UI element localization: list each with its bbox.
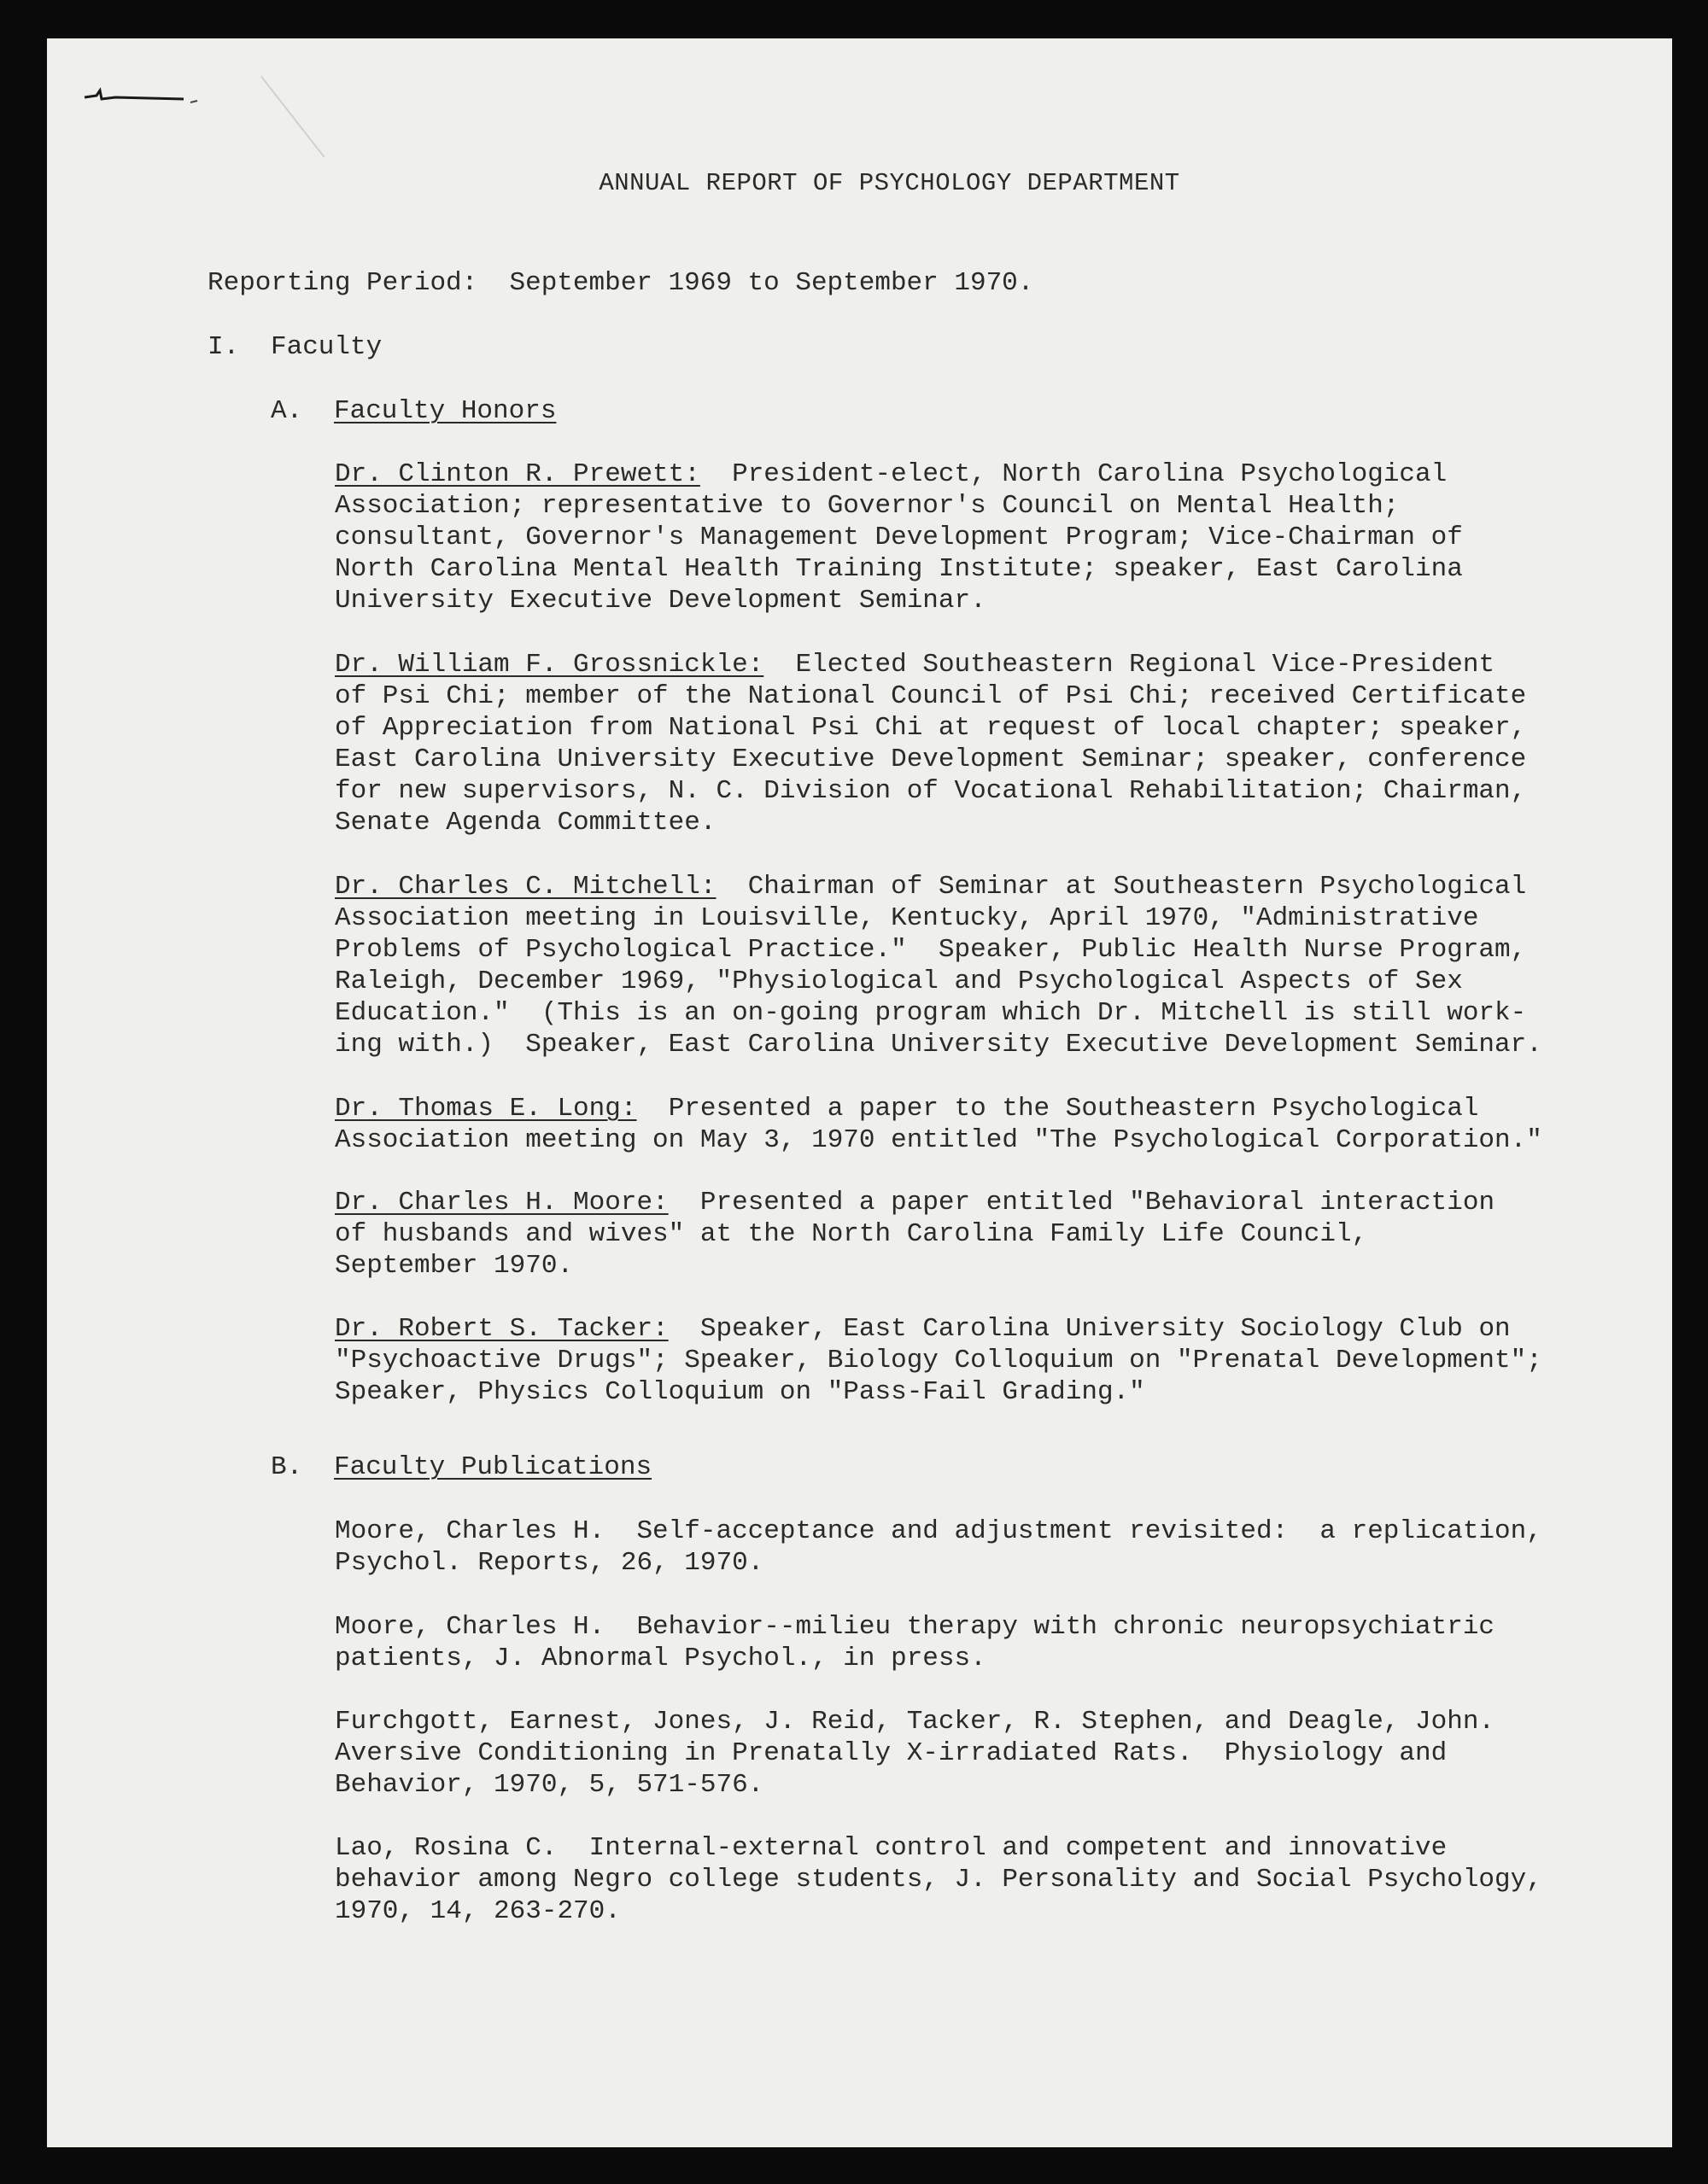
publication-entry <box>335 1515 1616 1579</box>
text-line: Psychol. Reports, 26, 1970. <box>335 1548 764 1578</box>
pen-mark-icon <box>81 85 209 106</box>
text-line: Raleigh, December 1969, "Physiological and Psychological Aspects of Sex <box>335 966 1463 996</box>
text-line: Furchgott, Earnest, Jones, J. Reid, Tacker, R. Stephen, and Deagle, John. <box>335 1707 1495 1737</box>
text-line: behavior among Negro college students, J. Personality and Social Psychology, <box>335 1865 1542 1895</box>
publication-entry <box>335 1611 1616 1674</box>
faculty-name: Dr. William F. Grossnickle: <box>335 650 764 680</box>
faculty-name: Dr. Clinton R. Prewett: <box>335 459 700 489</box>
reporting-label: Reporting Period: <box>208 268 478 298</box>
page-title: ANNUAL REPORT OF PSYCHOLOGY DEPARTMENT <box>599 169 1180 197</box>
text-line: Aversive Conditioning in Prenatally X-irradiated Rats. Physiology and <box>335 1738 1448 1768</box>
subsection-number: B. <box>271 1452 303 1482</box>
text-line: Association; representative to Governor's Council on Mental Health; <box>335 491 1400 521</box>
text-line: Association meeting on May 3, 1970 entitled "The Psychological Corporation." <box>335 1125 1542 1155</box>
text-line: Chairman of Seminar at Southeastern Psychological <box>747 872 1527 902</box>
text-line: of Appreciation from National Psi Chi at request of local chapter; speaker, <box>335 713 1527 743</box>
honor-grossnickle <box>335 649 1616 838</box>
subsection-label: Faculty Publications <box>334 1452 652 1482</box>
text-line: Senate Agenda Committee. <box>335 808 717 838</box>
reporting-value: September 1969 to September 1970. <box>509 268 1034 298</box>
text-line: Moore, Charles H. Behavior--milieu therapy with chronic neuropsychiatric <box>335 1612 1495 1642</box>
honor-tacker <box>335 1313 1616 1408</box>
text-line: for new supervisors, N. C. Division of Vocational Rehabilitation; Chairman, <box>335 776 1527 806</box>
text-line: "Psychoactive Drugs"; Speaker, Biology Colloquium on "Prenatal Development"; <box>335 1346 1542 1375</box>
text-line: East Carolina University Executive Development Seminar; speaker, conference <box>335 745 1527 774</box>
faculty-name: Dr. Charles H. Moore: <box>335 1188 669 1218</box>
text-line: 1970, 14, 263-270. <box>335 1896 621 1926</box>
text-line: Speaker, East Carolina University Sociology Club on <box>699 1314 1511 1344</box>
text-line: Problems of Psychological Practice." Speaker, Public Health Nurse Program, <box>335 935 1527 965</box>
subsection-number: A. <box>271 396 303 426</box>
publication-entry <box>335 1706 1616 1801</box>
text-line: North Carolina Mental Health Training Institute; speaker, East Carolina <box>335 554 1463 584</box>
faculty-name: Dr. Thomas E. Long: <box>335 1094 637 1124</box>
text-line: Education." (This is an on-going program which Dr. Mitchell is still work- <box>335 998 1527 1028</box>
honor-moore <box>335 1187 1616 1282</box>
faculty-honors-heading <box>271 395 556 427</box>
text-line: Presented a paper entitled "Behavioral interaction <box>699 1188 1495 1218</box>
section-number: I. <box>208 332 240 362</box>
subsection-label: Faculty Honors <box>334 396 557 426</box>
section-faculty-heading <box>208 331 382 363</box>
text-line: Lao, Rosina C. Internal-external control and competent and innovative <box>335 1833 1448 1863</box>
text-line: September 1970. <box>335 1251 574 1281</box>
text-line: University Executive Development Seminar. <box>335 586 986 616</box>
text-line: Presented a paper to the Southeastern Psychological <box>668 1094 1479 1124</box>
honor-mitchell <box>335 871 1616 1060</box>
document-page <box>47 38 1672 2147</box>
text-line: Moore, Charles H. Self-acceptance and adjustment revisited: a replication, <box>335 1516 1542 1546</box>
stray-mark <box>260 76 325 158</box>
text-line: patients, J. Abnormal Psychol., in press. <box>335 1644 986 1673</box>
text-line: consultant, Governor's Management Development Program; Vice-Chairman of <box>335 523 1463 552</box>
faculty-name: Dr. Charles C. Mitchell: <box>335 872 717 902</box>
section-label: Faculty <box>271 332 383 362</box>
reporting-period <box>208 267 1033 299</box>
text-line: ing with.) Speaker, East Carolina University Executive Development Seminar. <box>335 1030 1542 1060</box>
faculty-publications-heading <box>271 1451 652 1483</box>
honor-long <box>335 1093 1616 1156</box>
text-line: Association meeting in Louisville, Kentucky, April 1970, "Administrative <box>335 903 1479 933</box>
text-line: Speaker, Physics Colloquium on "Pass-Fail Grading." <box>335 1377 1145 1407</box>
text-line: Elected Southeastern Regional Vice-President <box>795 650 1495 680</box>
publication-entry <box>335 1832 1616 1927</box>
faculty-name: Dr. Robert S. Tacker: <box>335 1314 669 1344</box>
text-line: President-elect, North Carolina Psychological <box>732 459 1448 489</box>
text-line: of husbands and wives" at the North Carolina Family Life Council, <box>335 1219 1368 1249</box>
text-line: of Psi Chi; member of the National Council of Psi Chi; received Certificate <box>335 681 1527 711</box>
honor-prewett <box>335 458 1616 616</box>
text-line: Behavior, 1970, 5, 571-576. <box>335 1770 764 1800</box>
